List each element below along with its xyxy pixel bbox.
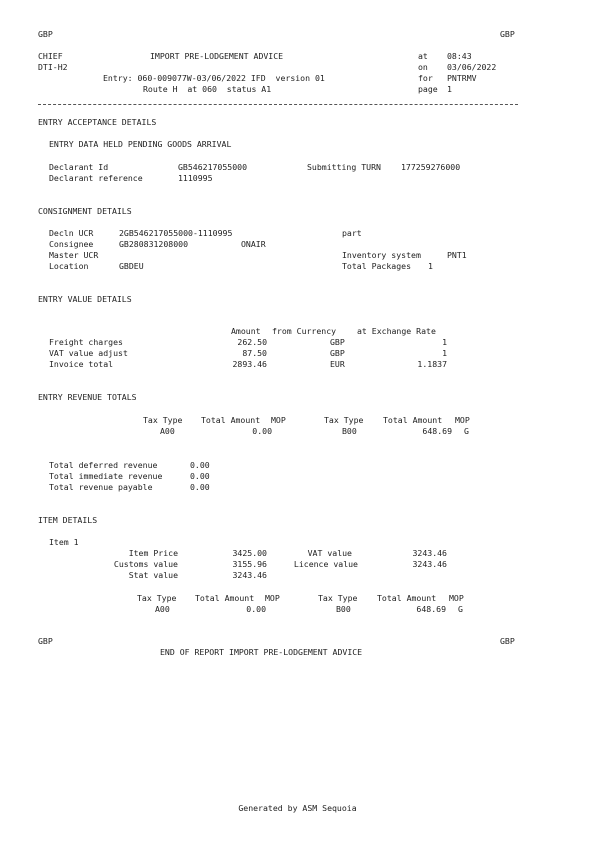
revenue-amount: 648.69 — [422, 426, 452, 436]
item-col-mop: MOP — [265, 593, 280, 603]
header-currency-left: GBP — [38, 29, 53, 39]
item-col-total-amount: Total Amount — [377, 593, 437, 603]
end-currency-left: GBP — [38, 636, 53, 646]
total-packages-label: Total Packages — [342, 261, 412, 271]
revenue-tax-type: A00 — [160, 426, 175, 436]
location-value: GBDEU — [119, 261, 144, 271]
master-ucr-label: Master UCR — [49, 250, 99, 260]
generated-footer: Generated by ASM Sequoia — [238, 803, 357, 813]
entry-value-row-amount: 2893.46 — [232, 359, 267, 369]
revenue-col-tax-type: Tax Type — [143, 415, 183, 425]
time-value: 08:43 — [447, 51, 472, 61]
vat-value-label: VAT value — [307, 548, 352, 558]
report-title: IMPORT PRE-LODGEMENT ADVICE — [150, 51, 284, 61]
item-tax-type: B00 — [336, 604, 351, 614]
item-amount: 648.69 — [416, 604, 446, 614]
item-col-tax-type: Tax Type — [318, 593, 358, 603]
licence-value-label: Licence value — [293, 559, 358, 569]
inventory-label: Inventory system — [342, 250, 421, 260]
vat-value: 3243.46 — [412, 548, 447, 558]
terminal-id: DTI-H2 — [38, 62, 68, 72]
item-amount: 0.00 — [246, 604, 266, 614]
end-of-report: END OF REPORT IMPORT PRE-LODGEMENT ADVICE — [160, 647, 363, 657]
licence-value: 3243.46 — [412, 559, 447, 569]
end-currency-right: GBP — [500, 636, 515, 646]
revenue-total-label: Total immediate revenue — [49, 471, 163, 481]
for-value: PNTRMV — [447, 73, 477, 83]
decln-ucr: 2GB546217055000-1110995 — [119, 228, 233, 238]
date-value: 03/06/2022 — [447, 62, 497, 72]
declarant-id-label: Declarant Id — [49, 162, 109, 172]
system-name: CHIEF — [38, 51, 63, 61]
stat-value-label: Stat value — [128, 570, 178, 580]
date-label: on — [418, 62, 428, 72]
entry-value-col-currency: from Currency — [272, 326, 337, 336]
customs-value: 3155.96 — [232, 559, 267, 569]
entry-acceptance-subheading: ENTRY DATA HELD PENDING GOODS ARRIVAL — [49, 139, 232, 149]
revenue-total-value: 0.00 — [190, 471, 210, 481]
header-currency-right: GBP — [500, 29, 515, 39]
inventory-value: PNT1 — [447, 250, 467, 260]
entry-value-row-label: VAT value adjust — [49, 348, 128, 358]
entry-value-row-label: Invoice total — [49, 359, 114, 369]
revenue-amount: 0.00 — [252, 426, 272, 436]
revenue-heading: ENTRY REVENUE TOTALS — [38, 392, 137, 402]
header-divider — [38, 104, 518, 105]
revenue-col-total-amount: Total Amount — [383, 415, 443, 425]
stat-value: 3243.46 — [232, 570, 267, 580]
submitting-turn-label: Submitting TURN — [307, 162, 381, 172]
declarant-ref: 1110995 — [178, 173, 213, 183]
revenue-col-mop: MOP — [271, 415, 286, 425]
item-mop: G — [458, 604, 463, 614]
entry-value-row-rate: 1 — [442, 337, 447, 347]
page-value: 1 — [447, 84, 452, 94]
declarant-id: GB546217055000 — [178, 162, 248, 172]
item-details-heading: ITEM DETAILS — [38, 515, 98, 525]
entry-value-row-currency: GBP — [330, 348, 345, 358]
consignee-name: ONAIR — [241, 239, 266, 249]
item-col-tax-type: Tax Type — [137, 593, 177, 603]
entry-value-row-amount: 87.50 — [242, 348, 267, 358]
location-label: Location — [49, 261, 89, 271]
revenue-col-tax-type: Tax Type — [324, 415, 364, 425]
entry-value-row-currency: GBP — [330, 337, 345, 347]
consignee-id: GB280831208000 — [119, 239, 189, 249]
item-col-mop: MOP — [449, 593, 464, 603]
entry-value-heading: ENTRY VALUE DETAILS — [38, 294, 132, 304]
submitting-turn: 177259276000 — [401, 162, 461, 172]
consignee-label: Consignee — [49, 239, 94, 249]
revenue-mop: G — [464, 426, 469, 436]
entry-line: Entry: 060-009077W-03/06/2022 IFD version 01 — [103, 73, 325, 83]
revenue-col-total-amount: Total Amount — [201, 415, 261, 425]
declarant-ref-label: Declarant reference — [49, 173, 143, 183]
entry-value-row-rate: 1.1837 — [417, 359, 447, 369]
for-label: for — [418, 73, 433, 83]
entry-value-col-rate: at Exchange Rate — [357, 326, 436, 336]
item-col-total-amount: Total Amount — [195, 593, 255, 603]
route-line: Route H at 060 status A1 — [143, 84, 272, 94]
revenue-tax-type: B00 — [342, 426, 357, 436]
item-label: Item 1 — [49, 537, 79, 547]
total-packages-value: 1 — [428, 261, 433, 271]
revenue-total-value: 0.00 — [190, 482, 210, 492]
item-price-label: Item Price — [128, 548, 178, 558]
revenue-total-label: Total revenue payable — [49, 482, 153, 492]
entry-acceptance-heading: ENTRY ACCEPTANCE DETAILS — [38, 117, 157, 127]
item-tax-type: A00 — [155, 604, 170, 614]
entry-value-row-label: Freight charges — [49, 337, 123, 347]
consignment-heading: CONSIGNMENT DETAILS — [38, 206, 132, 216]
customs-value-label: Customs value — [113, 559, 178, 569]
revenue-total-value: 0.00 — [190, 460, 210, 470]
entry-value-row-currency: EUR — [330, 359, 345, 369]
time-label: at — [418, 51, 428, 61]
part-label: part — [342, 228, 362, 238]
entry-value-row-amount: 262.50 — [237, 337, 267, 347]
entry-value-col-amount: Amount — [231, 326, 261, 336]
entry-value-row-rate: 1 — [442, 348, 447, 358]
revenue-total-label: Total deferred revenue — [49, 460, 158, 470]
page-label: page — [418, 84, 438, 94]
item-price-value: 3425.00 — [232, 548, 267, 558]
decln-ucr-label: Decln UCR — [49, 228, 94, 238]
revenue-col-mop: MOP — [455, 415, 470, 425]
